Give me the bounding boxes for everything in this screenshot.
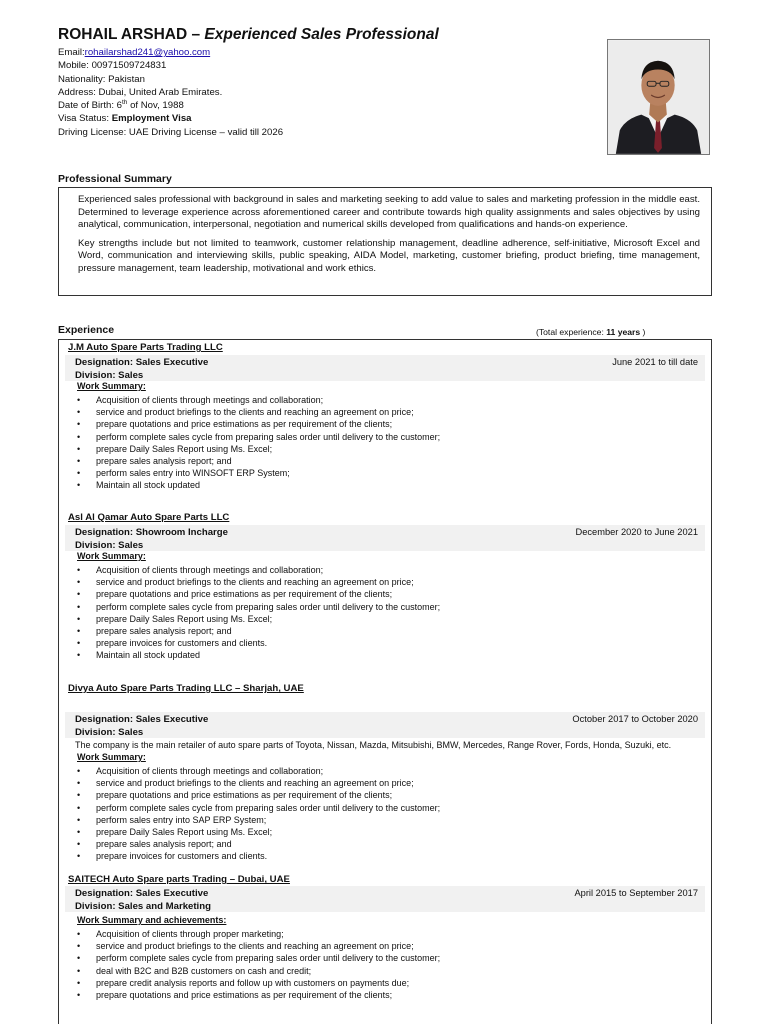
name-heading: [58, 26, 598, 44]
summary-box: [58, 187, 712, 296]
duty-item: • prepare quotations and price estimations as per requirement of the clients;: [75, 588, 440, 600]
duty-item: • perform sales entry into WINSOFT ERP System;: [75, 467, 440, 479]
job-dates: December 2020 to June 2021: [575, 527, 698, 537]
duty-item: • Acquisition of clients through meetings and collaboration;: [75, 564, 440, 576]
duty-list: [75, 564, 440, 662]
duty-item: • prepare Daily Sales Report using Ms. Excel;: [75, 443, 440, 455]
address-line: Address: Dubai, United Arab Emirates.: [58, 86, 223, 98]
duty-list: [75, 928, 440, 1001]
duty-item: • perform complete sales cycle from preparing sales order until delivery to the customer;: [75, 802, 440, 814]
duty-item: • Acquisition of clients through proper marketing;: [75, 928, 440, 940]
email-line: [58, 46, 598, 59]
duty-item: • service and product briefings to the clients and reaching an agreement on price;: [75, 576, 440, 588]
nationality-line: Nationality: Pakistan: [58, 73, 145, 85]
duty-item: • Maintain all stock updated: [75, 649, 440, 661]
designation-band: [65, 886, 705, 912]
designation-block: [75, 527, 228, 552]
duty-item: • prepare sales analysis report; and: [75, 625, 440, 637]
summary-heading: Professional Summary: [58, 173, 172, 185]
duty-item: • perform complete sales cycle from preparing sales order until delivery to the customer;: [75, 952, 440, 964]
duty-item: • prepare invoices for customers and clients.: [75, 850, 440, 862]
duty-item: • Acquisition of clients through meetings and collaboration;: [75, 394, 440, 406]
division: Division: Sales: [75, 539, 144, 551]
company-name: SAITECH Auto Spare parts Trading – Dubai, UAE: [68, 874, 290, 885]
duty-item: • prepare sales analysis report; and: [75, 838, 440, 850]
designation-block: [75, 714, 208, 739]
strengths-paragraph: Key strengths include but not limited to teamwork, customer relationship management, deadline adherence, self-initiative, Microsoft Excel and Word, communication and interviewing skills, public speaking, AIDA Model, marketing, customer briefing, product briefing, time management, pressure management, team leadership, motivational and work ethics.: [78, 237, 700, 274]
duty-item: • perform sales entry into SAP ERP System;: [75, 814, 440, 826]
company-name: J.M Auto Spare Parts Trading LLC: [68, 342, 223, 353]
total-prefix: (Total experience:: [536, 327, 607, 337]
work-summary-label: Work Summary:: [77, 752, 146, 762]
duty-item: • prepare Daily Sales Report using Ms. Excel;: [75, 826, 440, 838]
duty-item: • service and product briefings to the clients and reaching an agreement on price;: [75, 406, 440, 418]
division: Division: Sales: [75, 726, 144, 738]
visa-line: [58, 112, 598, 125]
experience-box: [58, 339, 712, 1024]
job-dates: June 2021 to till date: [612, 357, 698, 367]
email-label: Email:: [58, 47, 85, 58]
designation: Designation: Sales Executive: [75, 888, 209, 899]
candidate-name: ROHAIL ARSHAD: [58, 26, 188, 43]
company-name: Divya Auto Spare Parts Trading LLC – Sharjah, UAE: [68, 683, 304, 694]
duty-item: • prepare Daily Sales Report using Ms. Excel;: [75, 613, 440, 625]
designation-band: [65, 712, 705, 738]
total-experience: [536, 327, 645, 337]
total-value: 11 years: [606, 327, 641, 337]
designation: Designation: Showroom Incharge: [75, 527, 228, 538]
duty-list: [75, 394, 440, 492]
mobile-line: Mobile: 00971509724831: [58, 60, 167, 72]
candidate-tagline: Experienced Sales Professional: [204, 26, 439, 43]
resume-header: [58, 26, 598, 139]
duty-item: • service and product briefings to the clients and reaching an agreement on price;: [75, 940, 440, 952]
division: Division: Sales: [75, 369, 144, 381]
profile-photo: [607, 39, 710, 155]
company-description: The company is the main retailer of auto spare parts of Toyota, Nissan, Mazda, Mitsubishi, BMW, Mercedes, Range Rover, Fords, Honda, Suzuki, etc.: [75, 740, 672, 750]
duty-item: • prepare quotations and price estimations as per requirement of the clients;: [75, 789, 440, 801]
work-summary-label: Work Summary:: [77, 551, 146, 561]
visa-label: Visa Status:: [58, 113, 112, 125]
duty-item: • deal with B2C and B2B customers on cash and credit;: [75, 965, 440, 977]
license-line: Driving License: UAE Driving License – valid till 2026: [58, 126, 284, 138]
email-link[interactable]: rohailarshad241@yahoo.com: [84, 47, 211, 58]
contact-details: [58, 46, 598, 139]
duty-item: • prepare quotations and price estimations as per requirement of the clients;: [75, 418, 440, 430]
work-summary-label: Work Summary and achievements:: [77, 915, 227, 925]
duty-item: • perform complete sales cycle from preparing sales order until delivery to the customer;: [75, 431, 440, 443]
duty-item: • Maintain all stock updated: [75, 479, 440, 491]
duty-item: • Acquisition of clients through meetings and collaboration;: [75, 765, 440, 777]
duty-item: • prepare quotations and price estimations as per requirement of the clients;: [75, 989, 440, 1001]
duty-item: • service and product briefings to the clients and reaching an agreement on price;: [75, 777, 440, 789]
designation-band: [65, 355, 705, 381]
division: Division: Sales and Marketing: [75, 900, 211, 912]
dob-suffix: of Nov, 1988: [127, 100, 184, 112]
dob-prefix: Date of Birth: 6: [58, 100, 122, 112]
visa-value: Employment Visa: [111, 113, 192, 125]
designation-block: [75, 888, 211, 913]
dob-sup: th: [122, 99, 128, 106]
person-portrait-icon: [608, 40, 709, 154]
designation-band: [65, 525, 705, 551]
work-summary-label: Work Summary:: [77, 381, 146, 391]
duty-item: • prepare sales analysis report; and: [75, 455, 440, 467]
experience-heading: Experience: [58, 324, 115, 336]
designation-block: [75, 357, 208, 382]
designation: Designation: Sales Executive: [75, 714, 209, 725]
total-suffix: ): [640, 327, 646, 337]
duty-item: • prepare credit analysis reports and follow up with customers on payments due;: [75, 977, 440, 989]
designation: Designation: Sales Executive: [75, 357, 209, 368]
dob-line: [58, 99, 598, 112]
name-dash: –: [191, 26, 201, 43]
job-dates: April 2015 to September 2017: [574, 888, 698, 898]
duty-item: • perform complete sales cycle from preparing sales order until delivery to the customer;: [75, 601, 440, 613]
job-dates: October 2017 to October 2020: [572, 714, 698, 724]
duty-item: • prepare invoices for customers and clients.: [75, 637, 440, 649]
duty-list: [75, 765, 440, 863]
company-name: Asl Al Qamar Auto Spare Parts LLC: [68, 512, 230, 523]
summary-paragraph: Experienced sales professional with background in sales and marketing seeking to add value to sales and marketing profession in the middle east. Determined to leverage experience across aforementioned career and contribute towards high quality assignments and sales objectives by using analytical, communication, interpersonal, negotiation and numerical skills developed from qualifications and hands-on experience.: [78, 194, 700, 231]
